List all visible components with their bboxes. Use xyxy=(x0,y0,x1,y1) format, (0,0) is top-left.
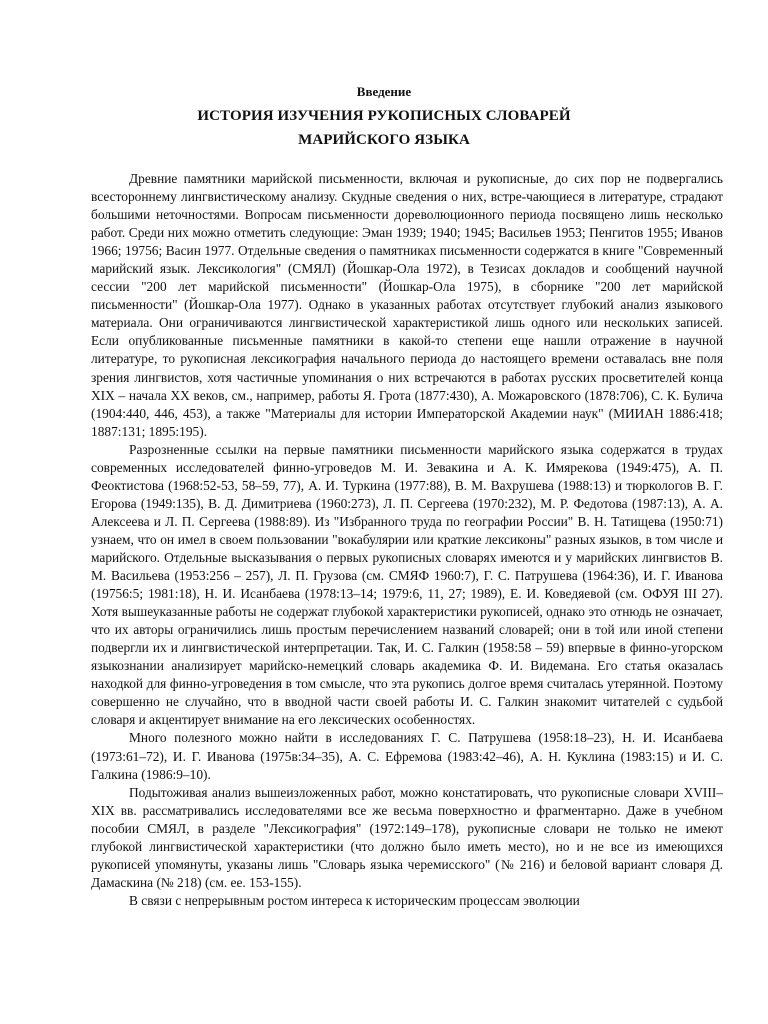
paragraph: Много полезного можно найти в исследованиях Г. С. Патрушева (1958:18–23), Н. И. Исанбаева (1973:61–72), И. Г. Иванова (1975в:34–35), А. С. Ефремова (1983:42–46), А. Н. Куклина (1983:15) и И. С. Галкина (1986:9–10). xyxy=(91,730,723,782)
paragraph: Подытоживая анализ вышеизложенных работ, можно констатировать, что рукописные словари XVIII–XIX вв. рассматривались исследователями все же весьма поверхностно и фрагментарно. Даже в учебном пособии СМЯЛ, в разделе "Лексикография" (1972:149–178), рукописные словари не только не имеют глубокой лингвистической характеристики (что должно было иметь место), но и не все из имеющихся рукописей упомянуты, указаны лишь "Словарь языка черемисского" (№ 216) и беловой вариант словаря Д. Дамаскина (№ 218) (см. ее. 153-155). xyxy=(91,784,723,890)
paragraph: Древние памятники марийской письменности, включая и рукописные, до сих пор не подвергались всестороннему лингвистическому анализу. Скудные сведения о них, встре-чающиеся в литературе, страдают большими неточностями. Вопросам письменности дореволюционного периода посвящено лишь несколько работ. Среди них можно отметить следующие: Эман 1939; 1940; 1945; Васильев 1953; Пенгитов 1955; Иванов 1966; 19756; Васин 1977. Отдельные сведения о памятниках письменности содержатся в книге "Современный марийский язык. Лексикология" (СМЯЛ) (Йошкар-Ола 1972), в Тезисах докладов и сообщений научной сессии "200 лет марийской письменности" (Йошкар-Ола 1975), в сборнике "200 лет марийской письменности" (Йошкар-Ола 1977). Однако в указанных работах отсутствует глубокий анализ языкового материала. Они ограничиваются лингвистической характеристикой лишь одного или нескольких записей. Если опубликованные письменные памятники в какой-то степени еще нашли отражение в научной литературе, то рукописная лексикография начального периода до настоящего времени оставалась вне поля зрения лингвистов, хотя частичные упоминания о них встречаются в работах русских просветителей конца XIX – начала XX веков, см., например, работы Я. Грота (1877:430), А. Можаровского (1878:706), С. К. Булича (1904:440, 446, 453), а также "Материалы для истории Императорской Академии наук" (МИИАН 1886:418; 1887:131; 1895:195). xyxy=(91,171,723,439)
title-line-1: ИСТОРИЯ ИЗУЧЕНИЯ РУКОПИСНЫХ СЛОВАРЕЙ xyxy=(197,108,571,124)
intro-heading: Введение xyxy=(356,84,412,99)
title-line-2: МАРИЙСКОГО ЯЗЫКА xyxy=(298,132,470,148)
paragraph: Разрозненные ссылки на первые памятники письменности марийского языка содержатся в трудах современных исследователей финно-угроведов М. И. Зевакина и А. К. Имярекова (1949:475), А. П. Феоктистова (1968:52-53, 58–59, 77), А. И. Туркина (1977:88), В. М. Вахрушева (1988:13) и тюркологов В. Г. Егорова (1949:135), В. Д. Димитриева (1960:273), Л. П. Сергеева (1970:232), М. Р. Федотова (1987:13), А. А. Алексеева и Л. П. Сергеева (1988:89). Из "Избранного труда по географии России" В. Н. Татищева (1950:71) узнаем, что он имел в своем пользовании "вокабулярии или краткие лексиконы" разных языков, в том числе и марийского. Отдельные высказывания о первых рукописных словарях имеются и у марийских лингвистов В. М. Васильева (1953:256 – 257), Л. П. Грузова (см. СМЯФ 1960:7), Г. С. Патрушева (1964:36), И. Г. Иванова (19756:5; 1981:18), Н. И. Исанбаева (1978:13–14; 1979:6, 11, 27; 1989), Е. И. Коведяевой (см. ОФУЯ III 27). Хотя вышеуказанные работы не содержат глубокой характеристики рукописей, однако это отнюдь не означает, что их авторы ограничились лишь простым перечислением названий словарей; они в той или иной степени подвергли их и лингвистической интерпретации. Так, И. С. Галкин (1958:58 – 59) впервые в финно-угорском языкознании анализирует марийско-немецкий словарь академика Ф. И. Видемана. Его статья оказалась находкой для финно-угроведения в том смысле, что эта рукопись долгое время считалась утерянной. Поэтому совершенно не случайно, что в вводной части своей работы И. С. Галкин знакомит читателей с судьбой словаря и акцентирует внимание на его лексических особенностях. xyxy=(91,441,723,728)
body-text xyxy=(91,170,723,910)
paragraph: В связи с непрерывным ростом интереса к историческим процессам эволюции xyxy=(129,892,580,908)
